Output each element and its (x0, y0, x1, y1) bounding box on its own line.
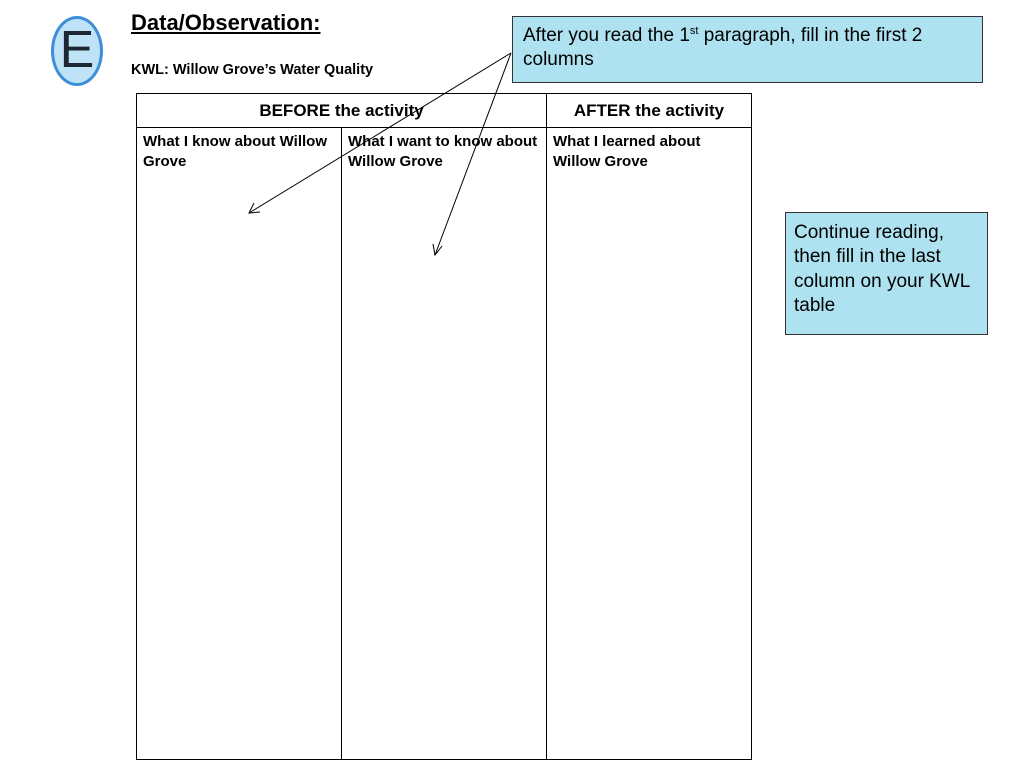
badge-letter: E (59, 21, 95, 79)
kwl-column-know[interactable] (137, 128, 342, 760)
kwl-column-know-label: What I know about Willow Grove (143, 133, 328, 171)
callout-first-paragraph (512, 16, 983, 83)
kwl-column-want-label: What I want to know about Willow Grove (348, 133, 538, 171)
page-subtitle: KWL: Willow Grove’s Water Quality (131, 62, 374, 78)
kwl-column-learned[interactable] (547, 128, 752, 760)
callout-first-text-b: paragraph, fill in the first 2 columns (523, 25, 923, 71)
callout-continue-reading: Continue reading, then fill in the last column on your KWL table (785, 212, 988, 335)
page-title: Data/Observation: (131, 10, 321, 35)
callout-first-sup: st (689, 25, 699, 37)
kwl-column-learned-label: What I learned about Willow Grove (553, 133, 701, 171)
callout-first-text-a: After you read the 1 (523, 25, 690, 46)
before-activity-header: BEFORE the activity (137, 94, 547, 128)
section-e-badge (51, 16, 103, 86)
after-activity-header: AFTER the activity (547, 94, 752, 128)
kwl-table (136, 93, 752, 760)
kwl-column-want[interactable] (342, 128, 547, 760)
